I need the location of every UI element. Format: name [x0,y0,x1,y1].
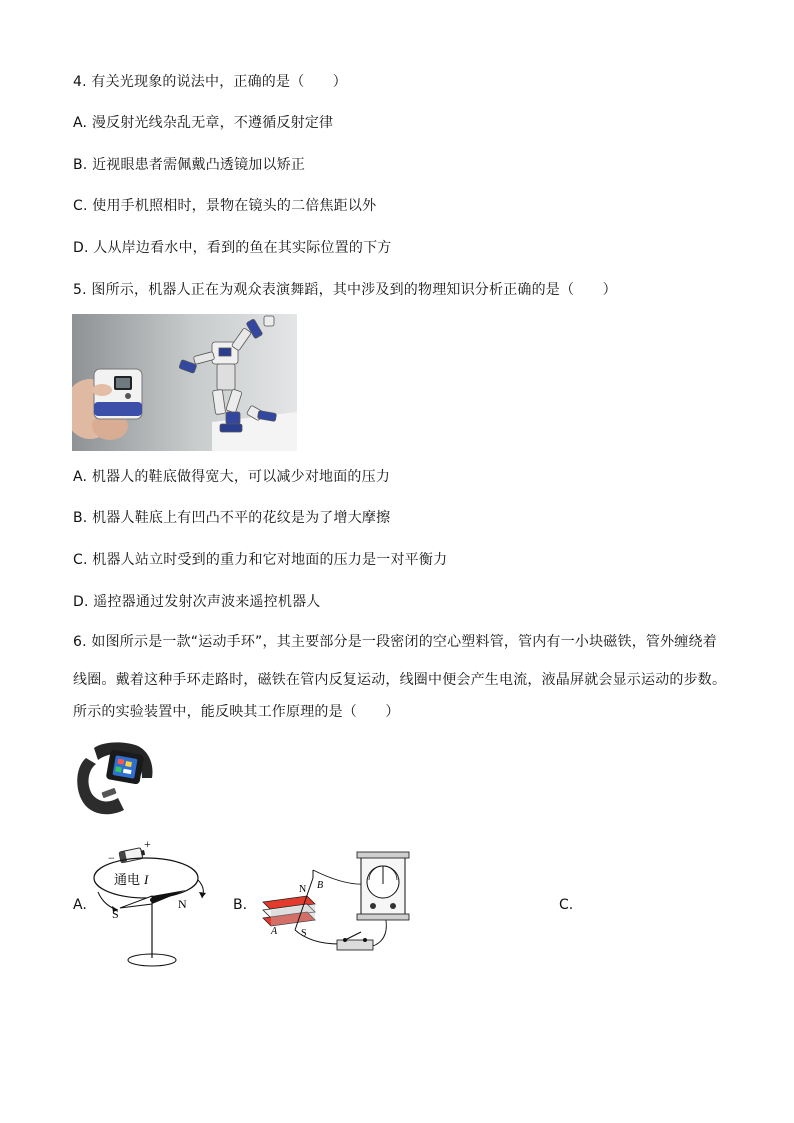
q6-line-1: 6. 如图所示是一款“运动手环”，其主要部分是一段密闭的空心塑料管，管内有一小块磁铁，管外缠绕着 [73,634,717,650]
q6-option-c-label: C. [559,897,574,913]
needle-south-label: S [112,907,119,921]
q5-option-c: C. 机器人站立时受到的重力和它对地面的压力是一对平衡力 [73,552,448,568]
q4-option-a: A. 漫反射光线杂乱无章，不遵循反射定律 [73,115,334,131]
robot-photo [72,314,297,451]
q5-option-d: D. 遥控器通过发射次声波来遥控机器人 [73,594,321,610]
q4-option-d: D. 人从岸边看水中，看到的鱼在其实际位置的下方 [73,240,392,256]
q6-line-2: 线圈。戴着这种手环走路时，磁铁在管内反复运动，线圈中便会产生电流，液晶屏就会显示运动的步数。 [73,672,727,688]
current-label: 通电 [114,873,141,888]
point-b-label: B [317,880,324,891]
q6-line-3: 所示的实验装置中，能反映其工作原理的是（ ） [73,704,400,720]
q5-option-a: A. 机器人的鞋底做得宽大，可以减少对地面的压力 [73,469,391,485]
current-symbol: I [144,872,149,887]
q5-stem: 5. 图所示，机器人正在为观众表演舞蹈，其中涉及到的物理知识分析正确的是（ ） [73,282,617,298]
battery-minus-sign: − [108,851,115,865]
point-a-label: A [271,926,278,937]
q4-stem: 4. 有关光现象的说法中，正确的是（ ） [73,74,348,90]
battery-plus-sign: + [144,837,151,851]
diagram-a-oersted [90,836,220,972]
q4-option-b: B. 近视眼患者需佩戴凸透镜加以矫正 [73,157,306,173]
needle-north-label: N [178,897,187,911]
q6-option-a-label: A. [73,897,87,913]
magnet-north-label: N [299,884,307,895]
q4-option-c: C. 使用手机照相时，景物在镜头的二倍焦距以外 [73,198,377,214]
fitness-band-image [72,738,158,818]
q5-option-b: B. 机器人鞋底上有凹凸不平的花纹是为了增大摩擦 [73,510,391,526]
diagram-b-induction [255,848,415,956]
q6-option-b-label: B. [233,897,248,913]
magnet-south-label: S [301,928,307,939]
